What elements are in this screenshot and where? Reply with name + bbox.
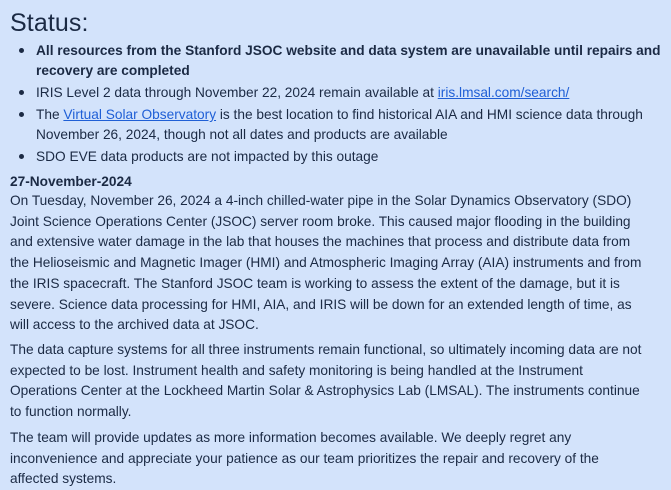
- list-item: [36, 105, 671, 145]
- list-item: [36, 41, 671, 81]
- update-date: 27-November-2024: [10, 174, 132, 189]
- status-bullet-list: [10, 41, 671, 169]
- virtual-solar-observatory-link[interactable]: Virtual Solar Observatory: [63, 107, 217, 122]
- status-heading: Status:: [10, 9, 89, 37]
- iris-search-link[interactable]: iris.lmsal.com/search/: [437, 85, 570, 100]
- bullet-text-unavailable: All resources from the Stanford JSOC website and data system are unavailable until repairs and recovery are completed: [36, 43, 661, 78]
- bullet-text-vso-suffix: is the best location to find historical AIA and HMI science data through November 26, 2024, though not all dates and products are available: [36, 107, 643, 142]
- list-item: [36, 147, 671, 167]
- bullet-text-iris: IRIS Level 2 data through November 22, 2024 remain available at: [36, 85, 438, 100]
- update-paragraph-data-capture: The data capture systems for all three instruments remain functional, so ultimately incoming data are not expected to be lost. Instrument health and safety monitoring is being handled at the Instrument Operations Center at the Lockheed Martin Solar & Astrophysics Lab (LMSAL). The instruments continue to function normally.: [10, 342, 642, 420]
- bullet-text-vso-prefix: The: [36, 107, 64, 122]
- update-paragraph-closing: The team will provide updates as more information becomes available. We deeply regret any inconvenience and appreciate your patience as our team prioritizes the repair and recovery of the affected systems.: [10, 430, 599, 487]
- bullet-text-eve: SDO EVE data products are not impacted by this outage: [36, 149, 379, 164]
- list-item: [36, 83, 671, 103]
- update-paragraph-incident: On Tuesday, November 26, 2024 a 4-inch chilled-water pipe in the Solar Dynamics Observatory (SDO) Joint Science Operations Center (JSOC) server room broke. This caused major flooding in the building and extensive water damage in the lab that houses the machines that process and distribute data from the Helioseismic and Magnetic Imager (HMI) and Atmospheric Imaging Array (AIA) instruments and from the IRIS spacecraft. The Stanford JSOC team is working to assess the extent of the damage, but it is severe. Science data processing for HMI, AIA, and IRIS will be down for an extended length of time, as will access to the archived data at JSOC.: [10, 193, 642, 333]
